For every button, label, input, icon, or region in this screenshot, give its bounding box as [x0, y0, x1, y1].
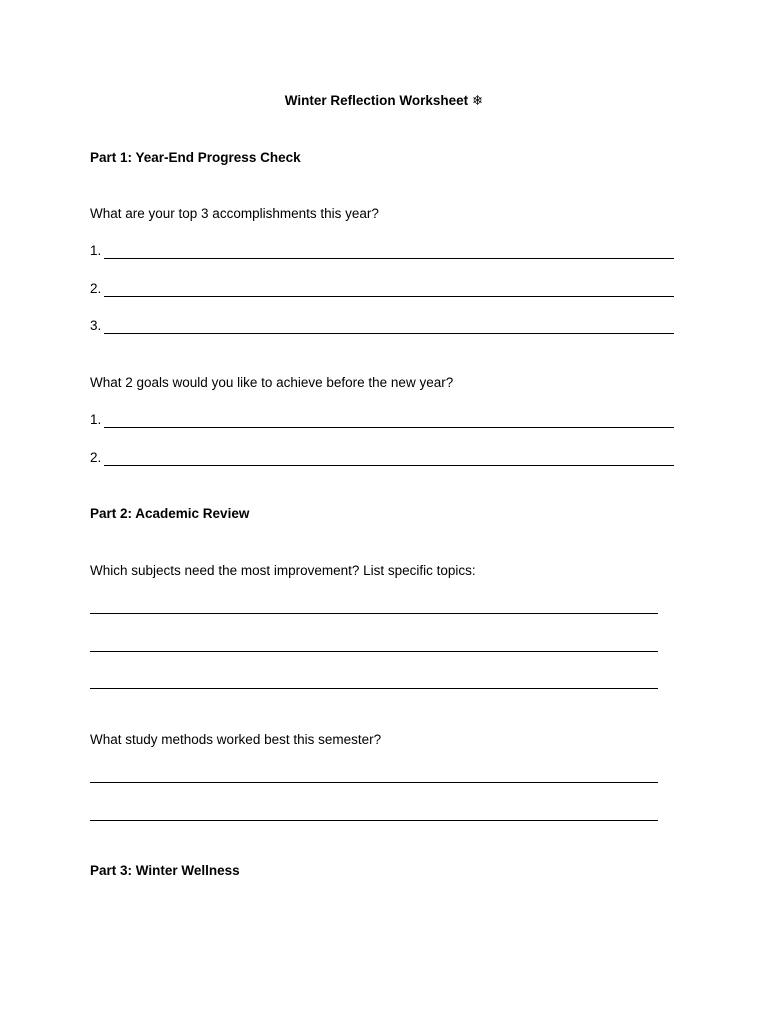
accomplishment-line-2[interactable] — [90, 281, 674, 297]
worksheet-title: Winter Reflection Worksheet ❄ — [284, 93, 484, 108]
study-methods-answer-line-1[interactable] — [90, 782, 658, 783]
part1-heading: Part 1: Year-End Progress Check — [90, 150, 301, 165]
subjects-question: Which subjects need the most improvement? List specific topics: — [90, 563, 476, 578]
line-number: 1. — [90, 243, 102, 258]
part2-heading: Part 2: Academic Review — [90, 506, 250, 521]
goal-line-2[interactable] — [90, 450, 674, 466]
subjects-answer-line-2[interactable] — [90, 651, 658, 652]
line-number: 3. — [90, 318, 102, 333]
answer-blank[interactable] — [104, 414, 674, 428]
answer-blank[interactable] — [104, 320, 674, 334]
subjects-answer-line-3[interactable] — [90, 688, 658, 689]
part3-heading: Part 3: Winter Wellness — [90, 863, 240, 878]
study-methods-question: What study methods worked best this semester? — [90, 732, 382, 747]
answer-blank[interactable] — [104, 452, 674, 466]
goals-question: What 2 goals would you like to achieve before the new year? — [90, 375, 454, 390]
goal-line-1[interactable] — [90, 412, 674, 428]
accomplishment-line-1[interactable] — [90, 243, 674, 259]
study-methods-answer-line-2[interactable] — [90, 820, 658, 821]
accomplishments-question: What are your top 3 accomplishments this year? — [90, 206, 379, 221]
line-number: 1. — [90, 412, 102, 427]
line-number: 2. — [90, 450, 102, 465]
line-number: 2. — [90, 281, 102, 296]
subjects-answer-line-1[interactable] — [90, 613, 658, 614]
answer-blank[interactable] — [104, 283, 674, 297]
accomplishment-line-3[interactable] — [90, 318, 674, 334]
answer-blank[interactable] — [104, 245, 674, 259]
